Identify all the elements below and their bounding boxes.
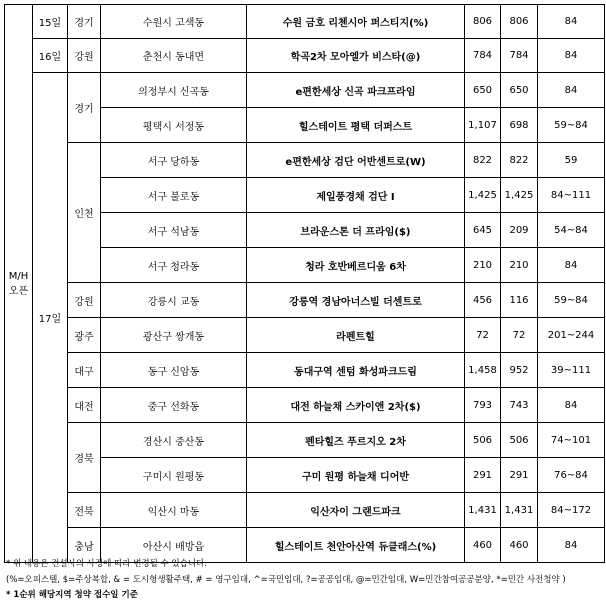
week-cell: 15일 [33,5,68,39]
size-cell: 84 [538,388,605,423]
footnotes [6,557,602,604]
size-cell: 84~172 [538,493,605,528]
location-cell: 서구 석남동 [101,213,247,248]
location-cell: 동구 신암동 [101,353,247,388]
location-cell: 의정부시 신곡동 [101,73,247,108]
size-cell: 84 [538,73,605,108]
complex-name-cell: 청라 호반베르디움 6차 [247,248,465,283]
size-cell: 84 [538,5,605,39]
region-cell: 인천 [68,143,101,283]
location-cell: 익산시 마동 [101,493,247,528]
supply-units-cell: 460 [501,528,538,563]
location-cell: 춘천시 동내면 [101,39,247,73]
region-cell: 전북 [68,493,101,528]
footnote-change-notice: * 위 내용은 건설사의 사정에 따라 변경될 수 있습니다. [6,559,208,569]
location-cell: 광산구 쌍개동 [101,318,247,353]
location-cell: 구미시 원평동 [101,458,247,493]
complex-name-cell: 브라운스톤 더 프라임($) [247,213,465,248]
location-cell: 서구 당하동 [101,143,247,178]
supply-units-cell: 291 [501,458,538,493]
complex-name-cell: 힐스테이트 평택 더퍼스트 [247,108,465,143]
region-cell: 광주 [68,318,101,353]
total-units-cell: 1,107 [465,108,501,143]
supply-units-cell: 650 [501,73,538,108]
size-cell: 84 [538,39,605,73]
supply-units-cell: 1,425 [501,178,538,213]
supply-units-cell: 952 [501,353,538,388]
total-units-cell: 645 [465,213,501,248]
week-cell: 16일 [33,39,68,73]
region-cell: 경기 [68,73,101,143]
size-cell: 59 [538,143,605,178]
total-units-cell: 1,425 [465,178,501,213]
location-cell: 평택시 서정동 [101,108,247,143]
region-cell: 경북 [68,423,101,493]
total-units-cell: 210 [465,248,501,283]
complex-name-cell: 학곡2차 모아엘가 비스타(@) [247,39,465,73]
region-cell: 충남 [68,528,101,563]
supply-units-cell: 743 [501,388,538,423]
location-cell: 수원시 고색동 [101,5,247,39]
size-cell: 59~84 [538,283,605,318]
size-cell: 84~111 [538,178,605,213]
total-units-cell: 793 [465,388,501,423]
complex-name-cell: 힐스테이트 천안아산역 듀클래스(%) [247,528,465,563]
total-units-cell: 506 [465,423,501,458]
region-cell: 대전 [68,388,101,423]
total-units-cell: 291 [465,458,501,493]
complex-name-cell: 익산자이 그랜드파크 [247,493,465,528]
footnote-date-basis: * 1순위 해당지역 청약 접수일 기준 [6,590,138,600]
size-cell: 54~84 [538,213,605,248]
supply-units-cell: 209 [501,213,538,248]
supply-units-cell: 210 [501,248,538,283]
total-units-cell: 72 [465,318,501,353]
location-cell: 아산시 배방읍 [101,528,247,563]
size-cell: 59~84 [538,108,605,143]
total-units-cell: 1,458 [465,353,501,388]
size-cell: 39~111 [538,353,605,388]
total-units-cell: 784 [465,39,501,73]
complex-name-cell: 대전 하늘채 스카이앤 2차($) [247,388,465,423]
region-cell: 대구 [68,353,101,388]
size-cell: 84 [538,248,605,283]
total-units-cell: 1,431 [465,493,501,528]
schedule-table [4,4,605,563]
total-units-cell: 822 [465,143,501,178]
complex-name-cell: 구미 원평 하늘채 디어반 [247,458,465,493]
supply-units-cell: 698 [501,108,538,143]
size-cell: 201~244 [538,318,605,353]
total-units-cell: 806 [465,5,501,39]
week-cell: 17일 [33,73,68,563]
supply-units-cell: 116 [501,283,538,318]
location-cell: 경산시 중산동 [101,423,247,458]
supply-units-cell: 822 [501,143,538,178]
complex-name-cell: 동대구역 센텀 화성파크드림 [247,353,465,388]
category-cell: M/H 오픈 [5,5,33,563]
location-cell: 강릉시 교동 [101,283,247,318]
size-cell: 84 [538,528,605,563]
footnote-symbol-legend: (%=오피스텔, $=주상복합, & = 도시형생활주택, # = 영구임대, ^=국민임대, ?=공공임대, @=민간임대, W=민간참여공공분양, *=민간 사전청약 ) [6,574,566,585]
complex-name-cell: 수원 금호 리첸시아 퍼스티지(%) [247,5,465,39]
region-cell: 경기 [68,5,101,39]
location-cell: 중구 선화동 [101,388,247,423]
complex-name-cell: 펜타힐즈 푸르지오 2차 [247,423,465,458]
supply-units-cell: 506 [501,423,538,458]
supply-units-cell: 1,431 [501,493,538,528]
region-cell: 강원 [68,39,101,73]
complex-name-cell: e편한세상 신곡 파크프라임 [247,73,465,108]
supply-units-cell: 784 [501,39,538,73]
complex-name-cell: 제일풍경채 검단 Ⅰ [247,178,465,213]
supply-units-cell: 806 [501,5,538,39]
supply-units-cell: 72 [501,318,538,353]
total-units-cell: 460 [465,528,501,563]
region-cell: 강원 [68,283,101,318]
complex-name-cell: e편한세상 검단 어반센트로(W) [247,143,465,178]
total-units-cell: 456 [465,283,501,318]
total-units-cell: 650 [465,73,501,108]
size-cell: 76~84 [538,458,605,493]
location-cell: 서구 청라동 [101,248,247,283]
complex-name-cell: 강릉역 경남아너스빌 더센트로 [247,283,465,318]
location-cell: 서구 불로동 [101,178,247,213]
complex-name-cell: 라펜트힐 [247,318,465,353]
size-cell: 74~101 [538,423,605,458]
